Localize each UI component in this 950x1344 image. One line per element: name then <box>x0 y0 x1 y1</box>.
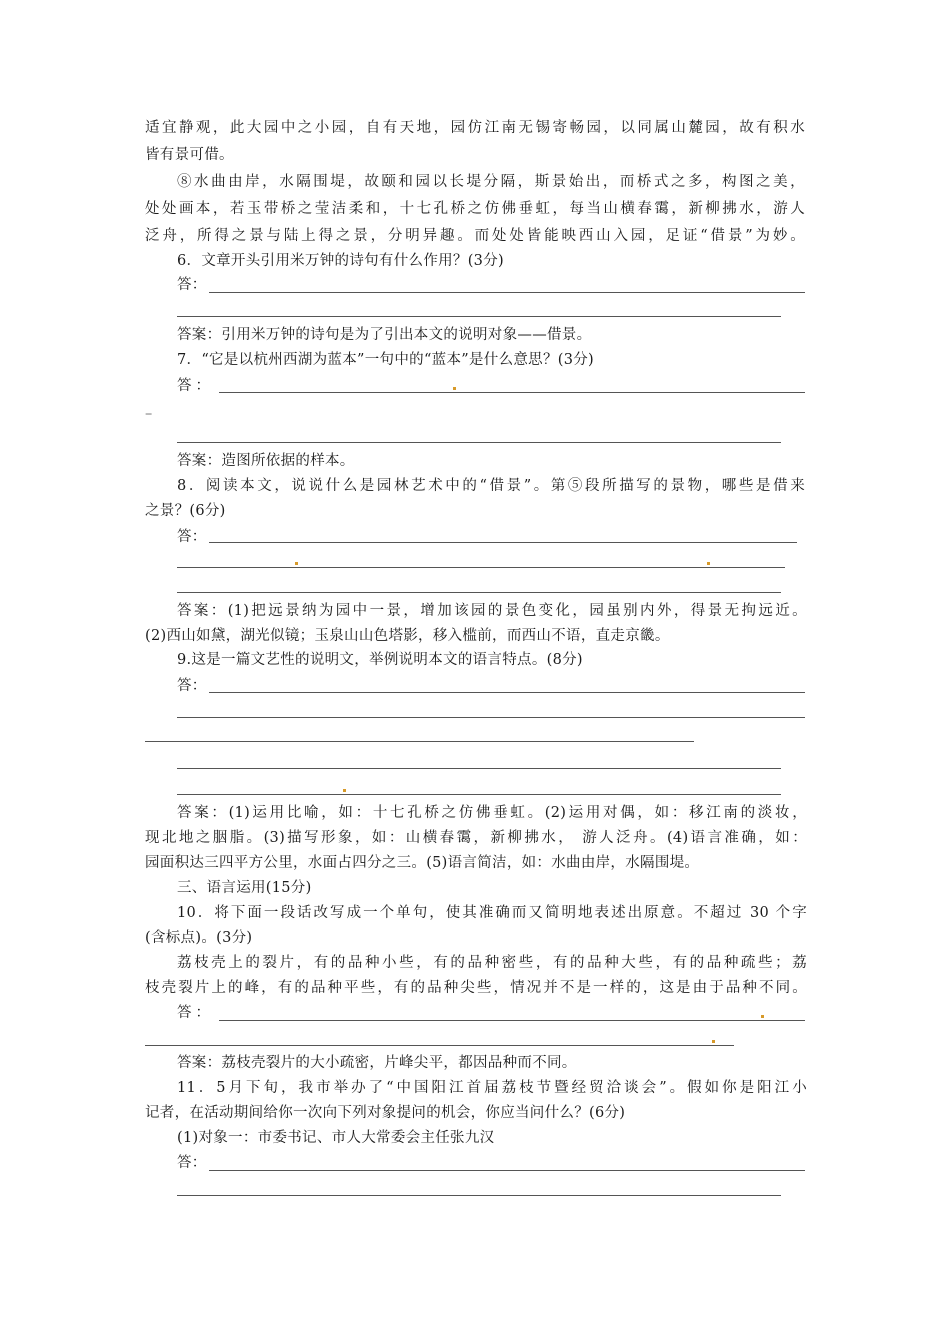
answer-blank-line <box>209 692 805 693</box>
question-8: 8．阅读本文，说说什么是园林艺术中的“借景”。第⑤段所描写的景物，哪些是借来 <box>177 478 805 494</box>
scan-mark <box>453 387 456 390</box>
question-11: 11．5月下旬，我市举办了“中国阳江首届荔枝节暨经贸洽谈会”。假如你是阳江小 <box>177 1080 807 1096</box>
answer-9-cont: 现北地之胭脂。(3)描写形象，如：山横春霭，新柳拂水， 游人泛舟。(4)语言准确，如： <box>145 830 807 846</box>
answer-blank-line <box>177 442 781 443</box>
answer-6: 答案：引用米万钟的诗句是为了引出本文的说明对象——借景。 <box>177 327 592 343</box>
question-10: 10．将下面一段话改写成一个单句，使其准确而又简明地表述出原意。不超过 30 个字 <box>177 905 807 921</box>
scan-mark <box>761 1015 764 1018</box>
answer-blank-line <box>219 392 805 393</box>
question-11-cont: 记者，在活动期间给你一次向下列对象提问的机会，你应当问什么？(6分) <box>145 1105 626 1121</box>
answer-9: 答案：(1)运用比喻，如：十七孔桥之仿佛垂虹。(2)运用对偶，如：移江南的淡妆， <box>177 805 807 821</box>
answer-blank-line <box>145 741 694 742</box>
answer-10: 答案：荔枝壳裂片的大小疏密，片峰尖平，都因品种而不同。 <box>177 1055 577 1071</box>
answer-blank-line <box>177 1195 781 1196</box>
question-7: 7．“它是以杭州西湖为蓝本”一句中的“蓝本”是什么意思？(3分) <box>177 352 595 368</box>
section-heading: 三、语言运用(15分) <box>177 880 312 896</box>
answer-label: 答： <box>177 378 214 394</box>
stray-mark: – <box>145 406 153 422</box>
answer-blank-line <box>209 1170 805 1171</box>
scan-mark <box>712 1040 715 1043</box>
scan-mark <box>295 562 298 565</box>
question-11-sub1: (1)对象一：市委书记、市人大常委会主任张九汉 <box>177 1130 495 1146</box>
answer-blank-line <box>177 794 781 795</box>
answer-label: 答： <box>177 678 207 694</box>
answer-blank-line <box>209 292 805 293</box>
scan-mark <box>707 562 710 565</box>
question-6: 6．文章开头引用米万钟的诗句有什么作用？(3分) <box>177 253 504 269</box>
answer-8: 答案：(1)把远景纳为园中一景，增加该园的景色变化，园虽别内外，得景无拘远近。 <box>177 603 807 619</box>
question-8-cont: 之景？(6分) <box>145 503 226 519</box>
answer-blank-line <box>177 316 781 317</box>
answer-label: 答： <box>177 1155 207 1171</box>
answer-label: 答： <box>177 529 207 545</box>
scan-mark <box>343 789 346 792</box>
q10-material: 荔枝壳上的裂片，有的品种小些，有的品种密些，有的品种大些，有的品种疏些；荔 <box>177 955 807 971</box>
answer-blank-line <box>177 717 805 718</box>
answer-label: 答： <box>177 277 207 293</box>
answer-9-cont: 园面积达三四平方公里，水面占四分之三。(5)语言简洁，如：水曲由岸，水隔围堤。 <box>145 855 700 871</box>
question-10-cont: (含标点)。(3分) <box>145 930 253 946</box>
passage-line: 泛舟，所得之景与陆上得之景，分明异趣。而处处皆能映西山入园，足证“借景”为妙。 <box>145 228 805 244</box>
passage-line: ⑧水曲由岸，水隔围堤，故颐和园以长堤分隔，斯景始出，而桥式之多，构图之美， <box>177 174 805 190</box>
answer-8-cont: (2)西山如黛，湖光似镜；玉泉山山色塔影，移入槛前，而西山不语，直走京畿。 <box>145 628 670 644</box>
answer-blank-line <box>177 592 781 593</box>
answer-blank-line <box>209 542 797 543</box>
passage-line: 处处画本，若玉带桥之莹洁柔和，十七孔桥之仿佛垂虹，每当山横春霭，新柳拂水，游人 <box>145 201 805 217</box>
answer-blank-line <box>145 1045 734 1046</box>
answer-blank-line <box>177 567 785 568</box>
question-9: 9.这是一篇文艺性的说明文，举例说明本文的语言特点。(8分) <box>177 652 583 668</box>
answer-7: 答案：造图所依据的样本。 <box>177 453 355 469</box>
passage-line: 适宜静观，此大园中之小园，自有天地，园仿江南无锡寄畅园，以同属山麓园，故有积水 <box>145 120 805 136</box>
answer-label: 答： <box>177 1005 214 1021</box>
answer-blank-line <box>177 768 781 769</box>
q10-material-cont: 枝壳裂片上的峰，有的品种平些，有的品种尖些，情况并不是一样的，这是由于品种不同。 <box>145 980 807 996</box>
passage-line: 皆有景可借。 <box>145 147 234 163</box>
answer-blank-line <box>219 1020 805 1021</box>
